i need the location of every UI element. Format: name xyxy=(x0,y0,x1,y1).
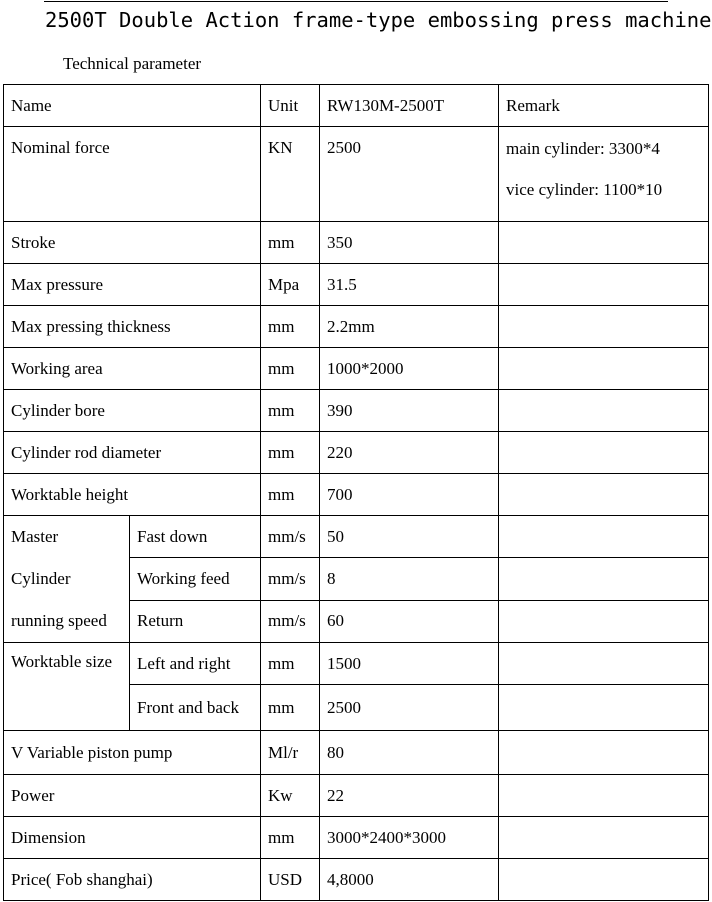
cell-name: Dimension xyxy=(4,817,261,859)
cell-value: 2500 xyxy=(320,685,499,731)
cell-remark xyxy=(499,817,709,859)
group-label-line: Master xyxy=(11,527,59,546)
cell-unit: mm/s xyxy=(261,558,320,600)
cell-unit: mm xyxy=(261,817,320,859)
table-row-worktable-size xyxy=(4,643,709,685)
cell-remark xyxy=(499,127,709,222)
cell-remark xyxy=(499,600,709,642)
cell-remark xyxy=(499,685,709,731)
table-row xyxy=(4,306,709,348)
page-title: 2500T Double Action frame-type embossing press machine xyxy=(45,8,712,32)
cell-value: 22 xyxy=(320,775,499,817)
cell-subname: Front and back xyxy=(130,685,261,731)
cell-unit: mm xyxy=(261,222,320,264)
cell-unit: mm xyxy=(261,306,320,348)
group-label-line: running speed xyxy=(11,611,107,630)
cell-remark xyxy=(499,775,709,817)
cell-unit: mm/s xyxy=(261,516,320,558)
cell-subname: Return xyxy=(130,600,261,642)
header-model: RW130M-2500T xyxy=(320,85,499,127)
cell-name: Worktable height xyxy=(4,474,261,516)
cell-remark xyxy=(499,222,709,264)
table-row-nominal-force xyxy=(4,127,709,222)
cell-name: Cylinder rod diameter xyxy=(4,432,261,474)
cell-remark xyxy=(499,731,709,775)
cell-remark xyxy=(499,306,709,348)
cell-value: 8 xyxy=(320,558,499,600)
cell-group-label xyxy=(4,516,130,643)
cell-value: 1500 xyxy=(320,643,499,685)
cell-unit: USD xyxy=(261,859,320,901)
cell-remark xyxy=(499,516,709,558)
cell-value: 700 xyxy=(320,474,499,516)
parameter-table xyxy=(3,84,709,901)
cell-name: Working area xyxy=(4,348,261,390)
cell-value: 390 xyxy=(320,390,499,432)
cell-name: Cylinder bore xyxy=(4,390,261,432)
cell-value: 50 xyxy=(320,516,499,558)
header-unit: Unit xyxy=(261,85,320,127)
table-row xyxy=(4,775,709,817)
table-row xyxy=(4,859,709,901)
table-row xyxy=(4,264,709,306)
table-row-master-speed xyxy=(4,516,709,558)
cell-remark xyxy=(499,348,709,390)
cell-remark xyxy=(499,474,709,516)
cell-name: Price( Fob shanghai) xyxy=(4,859,261,901)
table-header-row xyxy=(4,85,709,127)
table-row xyxy=(4,390,709,432)
cell-value: 2500 xyxy=(320,127,499,222)
cell-remark xyxy=(499,859,709,901)
cell-name: V Variable piston pump xyxy=(4,731,261,775)
header-name: Name xyxy=(4,85,261,127)
cell-unit: KN xyxy=(261,127,320,222)
cell-unit: mm xyxy=(261,348,320,390)
table-row xyxy=(4,222,709,264)
cell-unit: Mpa xyxy=(261,264,320,306)
cell-group-label: Worktable size xyxy=(4,643,130,731)
cell-name: Max pressure xyxy=(4,264,261,306)
cell-value: 1000*2000 xyxy=(320,348,499,390)
cell-value: 220 xyxy=(320,432,499,474)
cell-value: 60 xyxy=(320,600,499,642)
cell-unit: mm/s xyxy=(261,600,320,642)
cell-name: Power xyxy=(4,775,261,817)
cell-subname: Working feed xyxy=(130,558,261,600)
remark-vice-cylinder: vice cylinder: 1100*10 xyxy=(506,180,663,199)
cell-unit: Kw xyxy=(261,775,320,817)
cell-value: 80 xyxy=(320,731,499,775)
cell-subname: Left and right xyxy=(130,643,261,685)
cell-value: 350 xyxy=(320,222,499,264)
cell-unit: mm xyxy=(261,390,320,432)
cell-value: 31.5 xyxy=(320,264,499,306)
cell-name: Max pressing thickness xyxy=(4,306,261,348)
cell-unit: mm xyxy=(261,643,320,685)
table-row xyxy=(4,731,709,775)
cell-unit: mm xyxy=(261,432,320,474)
cell-remark xyxy=(499,390,709,432)
cell-value: 2.2mm xyxy=(320,306,499,348)
table-row xyxy=(4,817,709,859)
cell-unit: mm xyxy=(261,685,320,731)
cell-remark xyxy=(499,558,709,600)
table-row xyxy=(4,348,709,390)
cell-remark xyxy=(499,432,709,474)
cell-remark xyxy=(499,643,709,685)
cell-name: Stroke xyxy=(4,222,261,264)
section-subtitle: Technical parameter xyxy=(63,54,202,73)
cell-unit: mm xyxy=(261,474,320,516)
cell-name: Nominal force xyxy=(4,127,261,222)
group-label-line: Cylinder xyxy=(11,569,71,588)
table-row xyxy=(4,432,709,474)
cell-value: 3000*2400*3000 xyxy=(320,817,499,859)
cell-value: 4,8000 xyxy=(320,859,499,901)
cell-unit: Ml/r xyxy=(261,731,320,775)
table-row xyxy=(4,474,709,516)
remark-main-cylinder: main cylinder: 3300*4 xyxy=(506,139,660,158)
header-remark: Remark xyxy=(499,85,709,127)
top-rule xyxy=(44,1,668,2)
cell-remark xyxy=(499,264,709,306)
cell-subname: Fast down xyxy=(130,516,261,558)
